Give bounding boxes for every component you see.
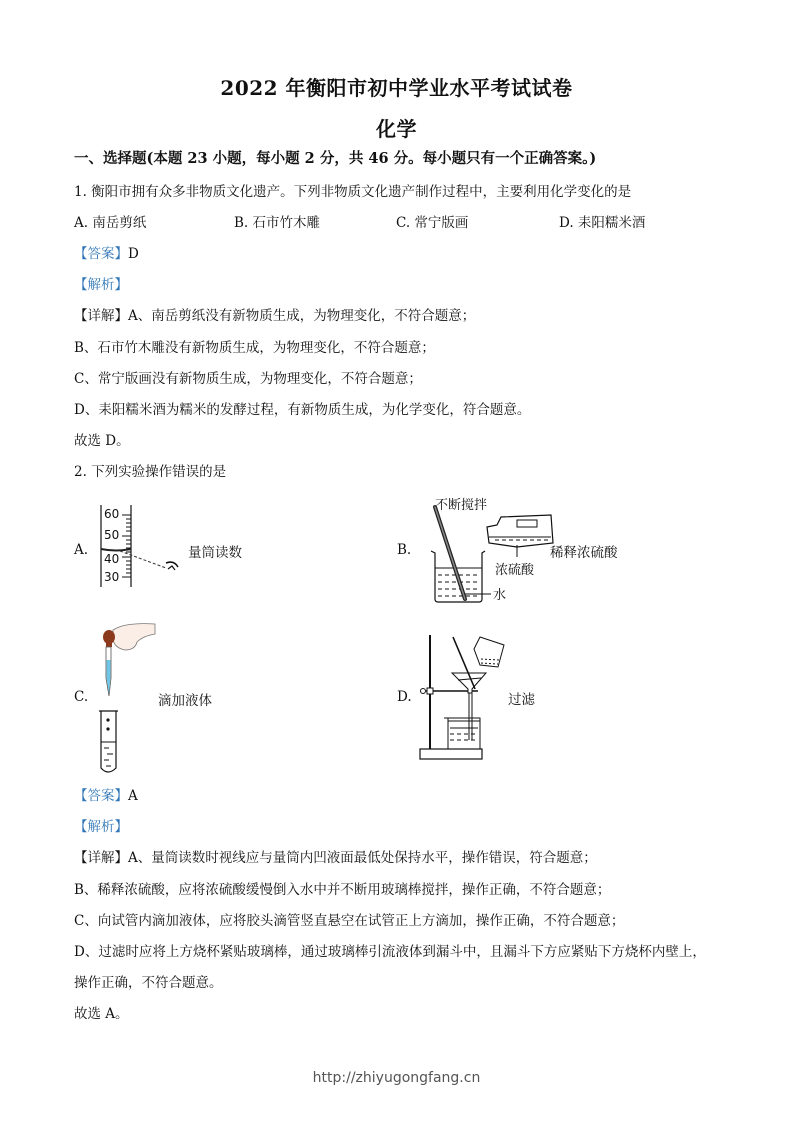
dropper-test-tube-icon (95, 620, 165, 775)
question-1-stem: 1. 衡阳市拥有众多非物质文化遗产。下列非物质文化遗产制作过程中，主要利用化学变化的是 (74, 184, 632, 200)
scale-30: 30 (104, 570, 120, 584)
option-a: A. 南岳剪纸 (74, 215, 147, 231)
figure-c-dropper-diagram (95, 620, 165, 775)
acid-label: 浓硫酸 (495, 563, 535, 578)
detail-label: 【详解】 (74, 308, 128, 324)
question-2-answer (74, 787, 138, 805)
detail-text: A、量筒读数时视线应与量筒内凹液面最低处保持水平，操作错误，符合题意； (128, 850, 597, 866)
figure-b-dilution-diagram (425, 495, 555, 605)
detail-text: A、南岳剪纸没有新物质生成，为物理变化，不符合题意； (128, 308, 476, 324)
scale-60: 60 (104, 507, 120, 521)
question-2-detail-c: C、向试管内滴加液体，应将胶头滴管竖直悬空在试管正上方滴加，操作正确，不符合题意； (74, 913, 625, 929)
stir-label: 不断搅拌 (435, 498, 488, 513)
figure-a-caption: 量筒读数 (188, 545, 242, 561)
answer-value: D (128, 246, 139, 262)
scale-50: 50 (104, 528, 120, 542)
answer-value: A (128, 788, 138, 804)
figure-d-filtration-diagram (418, 633, 513, 761)
question-1-detail-c: C、常宁版画没有新物质生成，为物理变化，不符合题意； (74, 371, 422, 387)
question-2-stem: 2. 下列实验操作错误的是 (74, 464, 227, 480)
footer-url[interactable]: http://zhiyugongfang.cn (312, 1070, 481, 1086)
question-2-detail-d-cont: 操作正确，不符合题意。 (74, 975, 223, 991)
question-1-answer (74, 245, 139, 263)
detail-label: 【详解】 (74, 850, 128, 866)
exam-subject: 化学 (376, 117, 417, 141)
question-2-conclusion: 故选 A。 (74, 1006, 129, 1022)
option-b: B. 石市竹木雕 (234, 215, 321, 231)
figure-c-letter: C. (74, 689, 89, 705)
exam-title: 2022 年衡阳市初中学业水平考试试卷 (220, 76, 573, 100)
question-2-detail-a (74, 849, 597, 867)
figure-a-letter: A. (74, 542, 89, 558)
option-c: C. 常宁版画 (396, 215, 469, 231)
question-1-detail-a (74, 307, 475, 325)
water-label: 水 (493, 588, 507, 603)
section-heading: 一、选择题(本题 23 小题，每小题 2 分，共 46 分。每小题只有一个正确答案。) (74, 150, 597, 167)
filtration-apparatus-icon (418, 633, 513, 761)
question-2-detail-b: B、稀释浓硫酸，应将浓硫酸缓慢倒入水中并不断用玻璃棒搅拌，操作正确，不符合题意； (74, 882, 611, 898)
answer-label: 【答案】 (74, 788, 128, 804)
question-1-analysis-label: 【解析】 (74, 277, 128, 293)
figure-b-caption: 稀释浓硫酸 (550, 545, 618, 561)
question-1-detail-b: B、石市竹木雕没有新物质生成，为物理变化，不符合题意； (74, 340, 435, 356)
scale-40: 40 (104, 552, 120, 566)
figure-d-letter: D. (397, 689, 412, 705)
figure-c-caption: 滴加液体 (158, 693, 212, 709)
option-d: D. 耒阳糯米酒 (559, 215, 646, 231)
question-1-conclusion: 故选 D。 (74, 433, 130, 449)
figure-a-cylinder-diagram (98, 505, 188, 590)
figure-b-letter: B. (397, 542, 412, 558)
question-1-detail-d: D、耒阳糯米酒为糯米的发酵过程，有新物质生成，为化学变化，符合题意。 (74, 402, 531, 418)
question-2-detail-d: D、过滤时应将上方烧杯紧贴玻璃棒，通过玻璃棒引流液体到漏斗中，且漏斗下方应紧贴下方烧杯内壁上， (74, 944, 706, 960)
question-2-analysis-label: 【解析】 (74, 819, 128, 835)
answer-label: 【答案】 (74, 246, 128, 262)
figure-d-caption: 过滤 (508, 692, 535, 708)
